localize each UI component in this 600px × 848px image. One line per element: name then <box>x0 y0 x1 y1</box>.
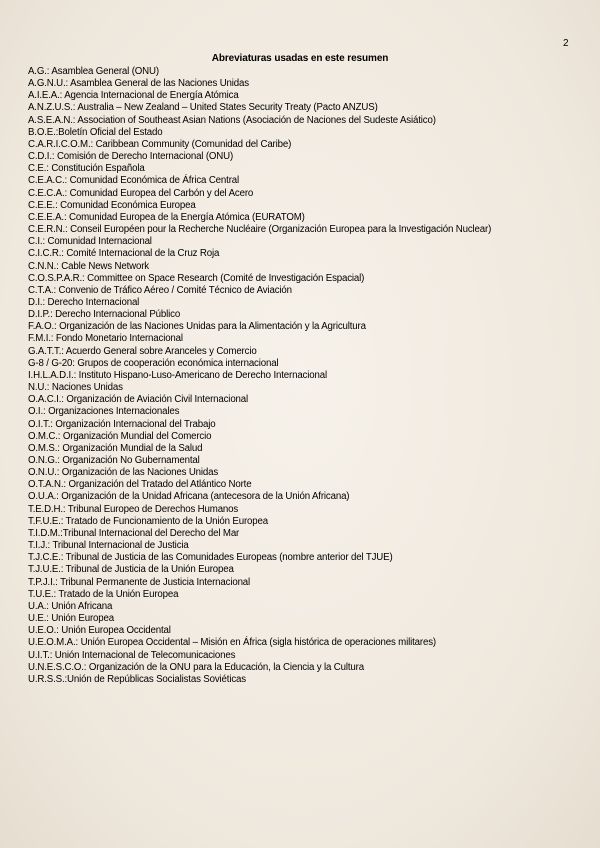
abbreviation-entry: C.D.I.: Comisión de Derecho Internacional (ONU) <box>28 151 234 163</box>
abbreviation-entry: O.N.U.: Organización de las Naciones Unidas <box>28 467 219 479</box>
abbreviation-entry: A.I.E.A.: Agencia Internacional de Energía Atómica <box>28 90 239 102</box>
abbreviation-entry: T.I.D.M.:Tribunal Internacional del Derecho del Mar <box>28 527 240 539</box>
abbreviation-entry: O.M.S.: Organización Mundial de la Salud <box>28 442 203 454</box>
abbreviation-entry: A.G.: Asamblea General (ONU) <box>28 66 159 77</box>
abbreviation-entry: O.N.G.: Organización No Gubernamental <box>28 455 200 466</box>
abbreviation-entry: C.E.E.A.: Comunidad Europea de la Energía Atómica (EURATOM) <box>28 211 305 223</box>
abbreviation-entry: U.E.O.M.A.: Unión Europea Occidental – Misión en África (sigla histórica de operaciones militares) <box>28 637 436 649</box>
abbreviation-entry: C.T.A.: Convenio de Tráfico Aéreo / Comité Técnico de Aviación <box>28 284 292 296</box>
abbreviation-entry: T.U.E.: Tratado de la Unión Europea <box>28 588 179 600</box>
abbreviation-entry: O.I.T.: Organización Internacional del Trabajo <box>28 418 216 430</box>
abbreviation-entry: C.O.S.P.A.R.: Committee on Space Research (Comité de Investigación Espacial) <box>28 272 365 284</box>
abbreviation-entry: T.F.U.E.: Tratado de Funcionamiento de la Unión Europea <box>28 515 268 527</box>
abbreviation-entry: C.I.C.R.: Comité Internacional de la Cruz Roja <box>28 248 220 260</box>
abbreviation-entry: T.E.D.H.: Tribunal Europeo de Derechos Humanos <box>28 503 239 515</box>
abbreviation-entry: C.A.R.I.C.O.M.: Caribbean Community (Comunidad del Caribe) <box>28 138 292 150</box>
abbreviation-entry: O.A.C.I.: Organización de Aviación Civil Internacional <box>28 394 249 406</box>
abbreviation-entry: A.G.N.U.: Asamblea General de las Naciones Unidas <box>28 78 249 90</box>
page-title: Abreviaturas usadas en este resumen <box>211 53 389 64</box>
abbreviation-entry: F.A.O.: Organización de las Naciones Unidas para la Alimentación y la Agricultura <box>28 321 366 333</box>
abbreviation-entry: C.N.N.: Cable News Network <box>28 260 149 272</box>
abbreviation-entry: T.J.U.E.: Tribunal de Justicia de la Unión Europea <box>28 564 234 576</box>
abbreviation-entry: C.I.: Comunidad Internacional <box>28 236 152 248</box>
abbreviation-entry: U.N.E.S.C.O.: Organización de la ONU para la Educación, la Ciencia y la Cultura <box>28 661 364 673</box>
abbreviation-entry: O.I.: Organizaciones Internacionales <box>28 406 180 418</box>
abbreviation-entry: O.M.C.: Organización Mundial del Comercio <box>28 430 212 442</box>
abbreviation-entry: U.A.: Unión Africana <box>28 600 113 612</box>
abbreviation-entry: C.E.C.A.: Comunidad Europea del Carbón y del Acero <box>28 187 254 199</box>
abbreviation-list <box>28 66 548 686</box>
abbreviation-entry: U.E.O.: Unión Europea Occidental <box>28 625 171 637</box>
abbreviation-entry: C.E.A.C.: Comunidad Económica de África Central <box>28 175 240 187</box>
abbreviation-entry: T.I.J.: Tribunal Internacional de Justicia <box>28 540 189 552</box>
abbreviation-entry: U.I.T.: Unión Internacional de Telecomunicaciones <box>28 649 236 661</box>
abbreviation-entry: F.M.I.: Fondo Monetario Internacional <box>28 333 183 345</box>
abbreviation-entry: I.H.L.A.D.I.: Instituto Hispano-Luso-Americano de Derecho Internacional <box>28 369 327 381</box>
abbreviation-entry: O.U.A.: Organización de la Unidad Africana (antecesora de la Unión Africana) <box>28 491 350 503</box>
abbreviation-entry: D.I.P.: Derecho Internacional Público <box>28 309 181 321</box>
abbreviation-entry: T.J.C.E.: Tribunal de Justicia de las Comunidades Europeas (nombre anterior del TJUE) <box>28 552 393 564</box>
abbreviation-entry: T.P.J.I.: Tribunal Permanente de Justicia Internacional <box>28 576 251 588</box>
abbreviation-entry: U.E.: Unión Europea <box>28 613 115 625</box>
abbreviation-entry: A.N.Z.U.S.: Australia – New Zealand – United States Security Treaty (Pacto ANZUS) <box>28 102 378 114</box>
abbreviation-entry: C.E.R.N.: Conseil Européen pour la Recherche Nucléaire (Organización Europea para la Investigación Nuclear) <box>28 224 492 236</box>
abbreviation-entry: U.R.S.S.:Unión de Repúblicas Socialistas Soviéticas <box>28 673 246 685</box>
abbreviation-entry: C.E.E.: Comunidad Económica Europea <box>28 199 196 211</box>
abbreviation-entry: A.S.E.A.N.: Association of Southeast Asian Nations (Asociación de Naciones del Sudeste Asiático) <box>28 114 436 126</box>
abbreviation-entry: C.E.: Constitución Española <box>28 163 145 175</box>
abbreviation-entry: G-8 / G-20: Grupos de cooperación económica internacional <box>28 357 279 369</box>
abbreviation-entry: D.I.: Derecho Internacional <box>28 296 140 308</box>
abbreviation-entry: G.A.T.T.: Acuerdo General sobre Aranceles y Comercio <box>28 345 257 357</box>
page-number: 2 <box>563 38 569 49</box>
abbreviation-entry: O.T.A.N.: Organización del Tratado del Atlántico Norte <box>28 479 252 491</box>
abbreviation-entry: B.O.E.:Boletín Oficial del Estado <box>28 126 163 138</box>
abbreviation-entry: N.U.: Naciones Unidas <box>28 382 123 394</box>
